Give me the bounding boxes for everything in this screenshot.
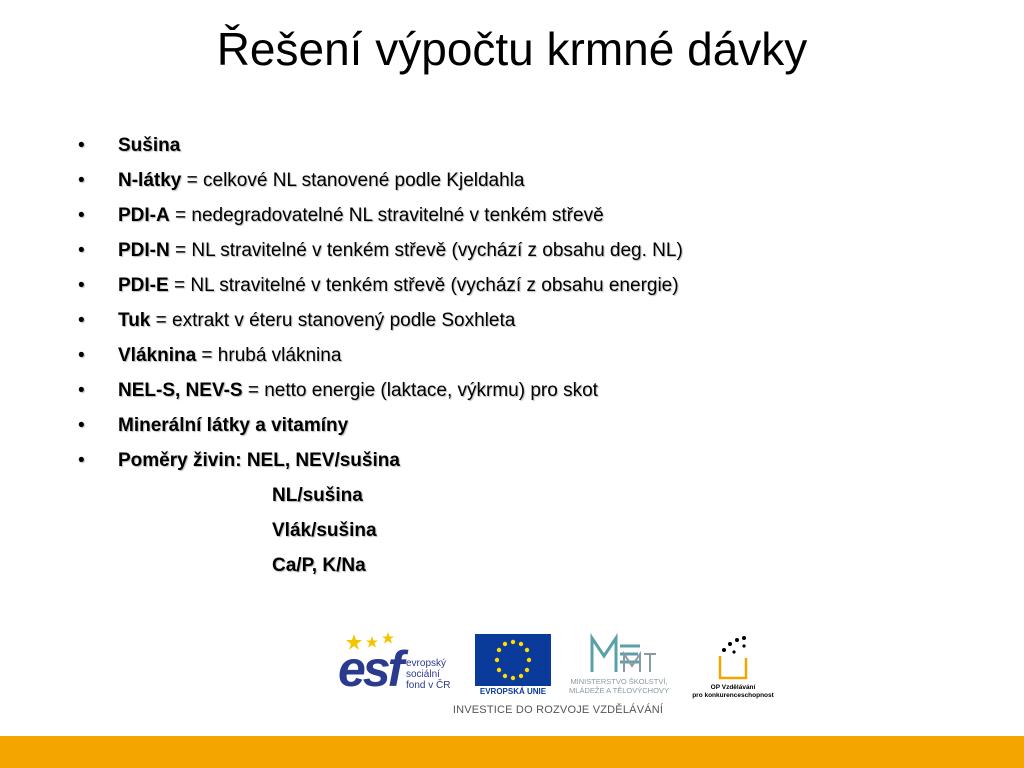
bullet-term: Poměry živin: NEL, NEV/sušina xyxy=(118,450,400,471)
bullet-text: = netto energie (laktace, výkrmu) pro skot xyxy=(242,380,598,401)
bullet-item xyxy=(78,167,683,202)
bullet-dot: • xyxy=(78,135,85,156)
bullet-dot: • xyxy=(78,275,85,296)
esf-line: sociální xyxy=(406,669,440,680)
slide-title: Řešení výpočtu krmné dávky xyxy=(216,23,808,75)
bullet-term: N-látky xyxy=(118,170,182,191)
bullet-text: = celkové NL stanovené podle Kjeldahla xyxy=(181,170,525,191)
bullet-item xyxy=(78,307,683,342)
msmt-caption xyxy=(558,677,680,695)
ratio-sublist xyxy=(272,482,377,587)
ratio-item: Ca/P, K/Na xyxy=(272,555,366,576)
sponsor-logos xyxy=(338,632,778,722)
bullet-text: = nedegradovatelné NL stravitelné v tenkém střevě xyxy=(169,205,604,226)
msmt-line: MINISTERSTVO ŠKOLSTVÍ, xyxy=(570,677,668,686)
bullet-dot: • xyxy=(78,345,85,366)
bullet-text: = extrakt v éteru stanovený podle Soxhleta xyxy=(150,310,516,331)
bullet-item xyxy=(78,412,683,447)
investice-tagline: INVESTICE DO ROZVOJE VZDĚLÁVÁNÍ xyxy=(452,704,664,716)
esf-caption xyxy=(406,658,476,691)
bullet-dot: • xyxy=(78,450,85,471)
bullet-item xyxy=(78,342,683,377)
bullet-item xyxy=(78,237,683,272)
bullet-list xyxy=(78,132,683,482)
bullet-item xyxy=(78,447,683,482)
bullet-item xyxy=(78,132,683,167)
op-line: pro konkurenceschopnost xyxy=(692,692,774,699)
bullet-item xyxy=(78,377,683,412)
bullet-term: Minerální látky a vitamíny xyxy=(118,415,349,436)
ratio-item: NL/sušina xyxy=(272,485,363,506)
ratio-item: Vlák/sušina xyxy=(272,520,377,541)
esf-line: fond v ČR xyxy=(406,680,451,691)
bullet-text: = NL stravitelné v tenkém střevě (vychází z obsahu deg. NL) xyxy=(169,240,683,261)
bullet-dot: • xyxy=(78,380,85,401)
esf-line: evropský xyxy=(406,658,447,669)
eu-stars-icon xyxy=(475,634,551,686)
bullet-term: PDI-N xyxy=(118,240,170,261)
bullet-item xyxy=(78,272,683,307)
eu-flag-icon xyxy=(475,634,551,686)
footer-bar xyxy=(0,736,1024,768)
bullet-dot: • xyxy=(78,415,85,436)
msmt-mark-icon xyxy=(558,632,680,676)
eu-caption: EVROPSKÁ UNIE xyxy=(479,687,547,696)
bullet-dot: • xyxy=(78,205,85,226)
bullet-dot: • xyxy=(78,310,85,331)
op-line: OP Vzdělávání xyxy=(710,684,756,691)
esf-letters: esf xyxy=(338,641,402,697)
op-logo xyxy=(688,632,778,698)
bullet-dot: • xyxy=(78,170,85,191)
bullet-term: Sušina xyxy=(118,135,181,156)
bullet-term: Vláknina xyxy=(118,345,197,366)
bullet-term: NEL-S, NEV-S xyxy=(118,380,243,401)
esf-logo xyxy=(338,632,468,696)
bullet-term: PDI-E xyxy=(118,275,169,296)
bullet-item xyxy=(78,202,683,237)
msmt-logo xyxy=(558,632,680,698)
op-mark-icon xyxy=(688,632,778,682)
msmt-line: MLÁDEŽE A TĚLOVÝCHOVY xyxy=(569,686,669,695)
bullet-term: PDI-A xyxy=(118,205,170,226)
bullet-dot: • xyxy=(78,240,85,261)
bullet-term: Tuk xyxy=(118,310,151,331)
bullet-text: = hrubá vláknina xyxy=(196,345,342,366)
op-caption xyxy=(688,684,778,700)
bullet-text: = NL stravitelné v tenkém střevě (vychází z obsahu energie) xyxy=(168,275,679,296)
